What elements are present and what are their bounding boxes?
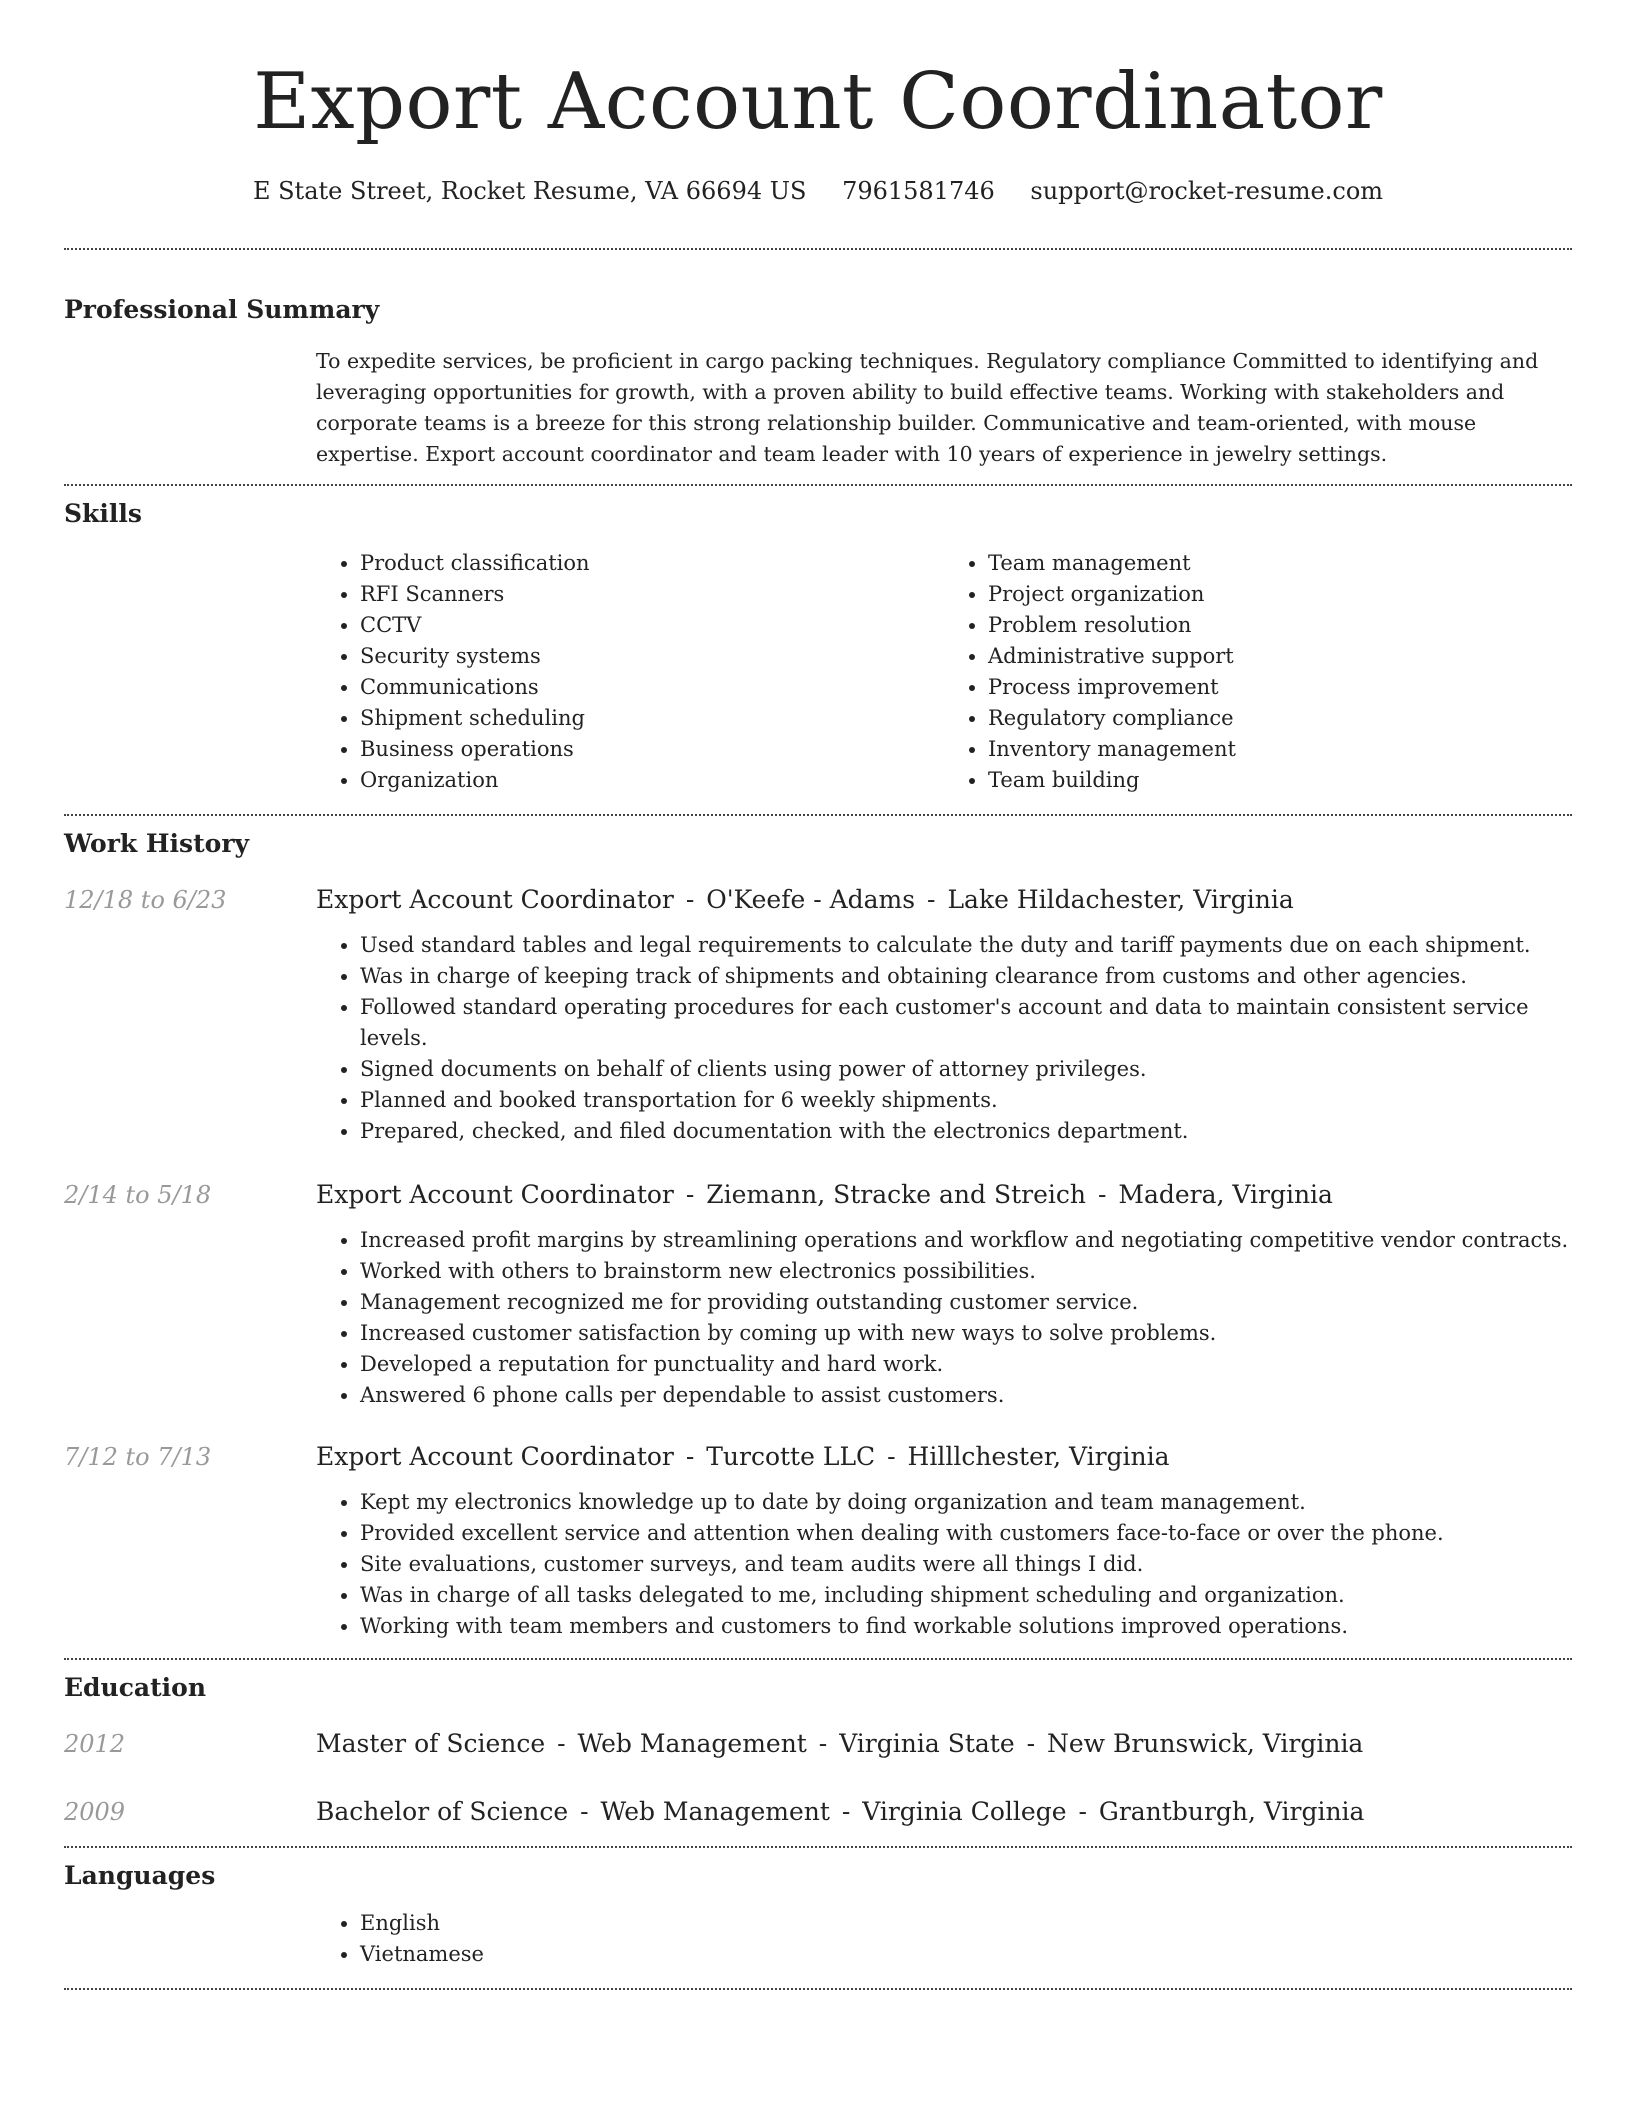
language-item: • Vietnamese	[360, 1939, 1572, 1970]
work-section	[64, 816, 1572, 1642]
job-dates: 2/14 to 5/18	[64, 1181, 212, 1209]
skill-item: • Process improvement	[988, 672, 1572, 703]
education-heading: Master of Science - Web Management - Virginia State - New Brunswick, Virginia	[316, 1729, 1364, 1758]
language-item: • English	[360, 1908, 1572, 1939]
job-dates: 7/12 to 7/13	[64, 1443, 212, 1471]
skill-item: • Regulatory compliance	[988, 703, 1572, 734]
job-bullet: • Provided excellent service and attention when dealing with customers face-to-face or over the phone.	[360, 1518, 1572, 1549]
skill-item: • Problem resolution	[988, 610, 1572, 641]
job-role: Export Account Coordinator	[316, 1442, 674, 1471]
education-school: Virginia College	[862, 1797, 1067, 1826]
job-bullet: • Working with team members and customers to find workable solutions improved operations.	[360, 1611, 1572, 1642]
section-title-summary: Professional Summary	[64, 295, 380, 324]
job-company: Turcotte LLC	[706, 1442, 876, 1471]
education-year: 2009	[64, 1798, 126, 1826]
education-entry	[64, 1726, 1572, 1762]
job-entry	[64, 1439, 1572, 1642]
job-role: Export Account Coordinator	[316, 1180, 674, 1209]
job-bullet: • Answered 6 phone calls per dependable to assist customers.	[360, 1380, 1572, 1411]
education-year: 2012	[64, 1730, 126, 1758]
skills-list-right	[944, 548, 1572, 796]
skill-item: • Administrative support	[988, 641, 1572, 672]
summary-text: To expedite services, be proficient in cargo packing techniques. Regulatory compliance Committed to identifying and leveraging opportunities for growth, with a proven ability to build effective teams. Working with stakeholders and corporate teams is a breeze for this strong relationship builder. Communicative and team-oriented, with mouse expertise. Export account coordinator and team leader with 10 years of experience in jewelry settings.	[316, 349, 1539, 466]
skills-section	[64, 486, 1572, 796]
job-location: Hilllchester, Virginia	[907, 1442, 1170, 1471]
job-bullet: • Signed documents on behalf of clients using power of attorney privileges.	[360, 1054, 1572, 1085]
job-bullet: • Developed a reputation for punctuality and hard work.	[360, 1349, 1572, 1380]
skill-item: • Inventory management	[988, 734, 1572, 765]
job-heading: Export Account Coordinator - Turcotte LLC - Hilllchester, Virginia	[316, 1442, 1170, 1471]
skill-item: • Project organization	[988, 579, 1572, 610]
education-degree: Bachelor of Science	[316, 1797, 569, 1826]
job-bullet: • Prepared, checked, and filed documentation with the electronics department.	[360, 1116, 1572, 1147]
resume-page	[64, 0, 1572, 1990]
education-heading: Bachelor of Science - Web Management - Virginia College - Grantburgh, Virginia	[316, 1797, 1365, 1826]
job-bullet: • Increased profit margins by streamlining operations and workflow and negotiating competitive vendor contracts.	[360, 1225, 1572, 1256]
contact-line	[64, 172, 1572, 210]
skills-list-left	[316, 548, 944, 796]
divider	[64, 1988, 1572, 1990]
education-section	[64, 1660, 1572, 1830]
job-entry	[64, 882, 1572, 1147]
job-heading: Export Account Coordinator - Ziemann, Stracke and Streich - Madera, Virginia	[316, 1180, 1333, 1209]
job-entry	[64, 1177, 1572, 1411]
section-title-skills: Skills	[64, 499, 142, 528]
job-bullets	[316, 1487, 1572, 1642]
resume-name: Export Account Coordinator	[253, 57, 1383, 147]
languages-section	[64, 1848, 1572, 1970]
job-location: Madera, Virginia	[1118, 1180, 1333, 1209]
skill-item: • Security systems	[360, 641, 944, 672]
skill-item: • Team management	[988, 548, 1572, 579]
job-bullets	[316, 930, 1572, 1147]
section-title-education: Education	[64, 1673, 207, 1702]
skill-item: • Business operations	[360, 734, 944, 765]
skill-item: • CCTV	[360, 610, 944, 641]
job-location: Lake Hildachester, Virginia	[947, 885, 1294, 914]
job-bullet: • Increased customer satisfaction by coming up with new ways to solve problems.	[360, 1318, 1572, 1349]
job-bullet: • Was in charge of keeping track of shipments and obtaining clearance from customs and other agencies.	[360, 961, 1572, 992]
education-school: Virginia State	[839, 1729, 1015, 1758]
job-bullet: • Used standard tables and legal requirements to calculate the duty and tariff payments due on each shipment.	[360, 930, 1572, 961]
skill-item: • Team building	[988, 765, 1572, 796]
education-field: Web Management	[577, 1729, 807, 1758]
skill-item: • Product classification	[360, 548, 944, 579]
job-dates: 12/18 to 6/23	[64, 886, 227, 914]
skill-item: • Shipment scheduling	[360, 703, 944, 734]
skill-item: • Organization	[360, 765, 944, 796]
languages-list	[316, 1908, 1572, 1970]
job-bullets	[316, 1225, 1572, 1411]
summary-section	[64, 250, 1572, 470]
contact-email: support@rocket-resume.com	[1030, 177, 1384, 205]
education-entry	[64, 1794, 1572, 1830]
contact-phone: 7961581746	[842, 177, 995, 205]
job-bullet: • Site evaluations, customer surveys, and team audits were all things I did.	[360, 1549, 1572, 1580]
job-bullet: • Planned and booked transportation for 6 weekly shipments.	[360, 1085, 1572, 1116]
education-degree: Master of Science	[316, 1729, 546, 1758]
contact-address: E State Street, Rocket Resume, VA 66694 US	[252, 177, 807, 205]
job-bullet: • Was in charge of all tasks delegated to me, including shipment scheduling and organization.	[360, 1580, 1572, 1611]
education-field: Web Management	[600, 1797, 830, 1826]
education-location: New Brunswick, Virginia	[1046, 1729, 1364, 1758]
section-title-work: Work History	[64, 829, 250, 858]
skill-item: • RFI Scanners	[360, 579, 944, 610]
job-role: Export Account Coordinator	[316, 885, 674, 914]
job-bullet: • Worked with others to brainstorm new electronics possibilities.	[360, 1256, 1572, 1287]
education-location: Grantburgh, Virginia	[1098, 1797, 1365, 1826]
job-company: O'Keefe - Adams	[706, 885, 916, 914]
job-bullet: • Followed standard operating procedures for each customer's account and data to maintain consistent service levels.	[360, 992, 1572, 1054]
section-title-languages: Languages	[64, 1861, 216, 1890]
skill-item: • Communications	[360, 672, 944, 703]
job-bullet: • Management recognized me for providing outstanding customer service.	[360, 1287, 1572, 1318]
job-company: Ziemann, Stracke and Streich	[706, 1180, 1086, 1209]
job-bullet: • Kept my electronics knowledge up to date by doing organization and team management.	[360, 1487, 1572, 1518]
job-heading: Export Account Coordinator - O'Keefe - Adams - Lake Hildachester, Virginia	[316, 885, 1294, 914]
